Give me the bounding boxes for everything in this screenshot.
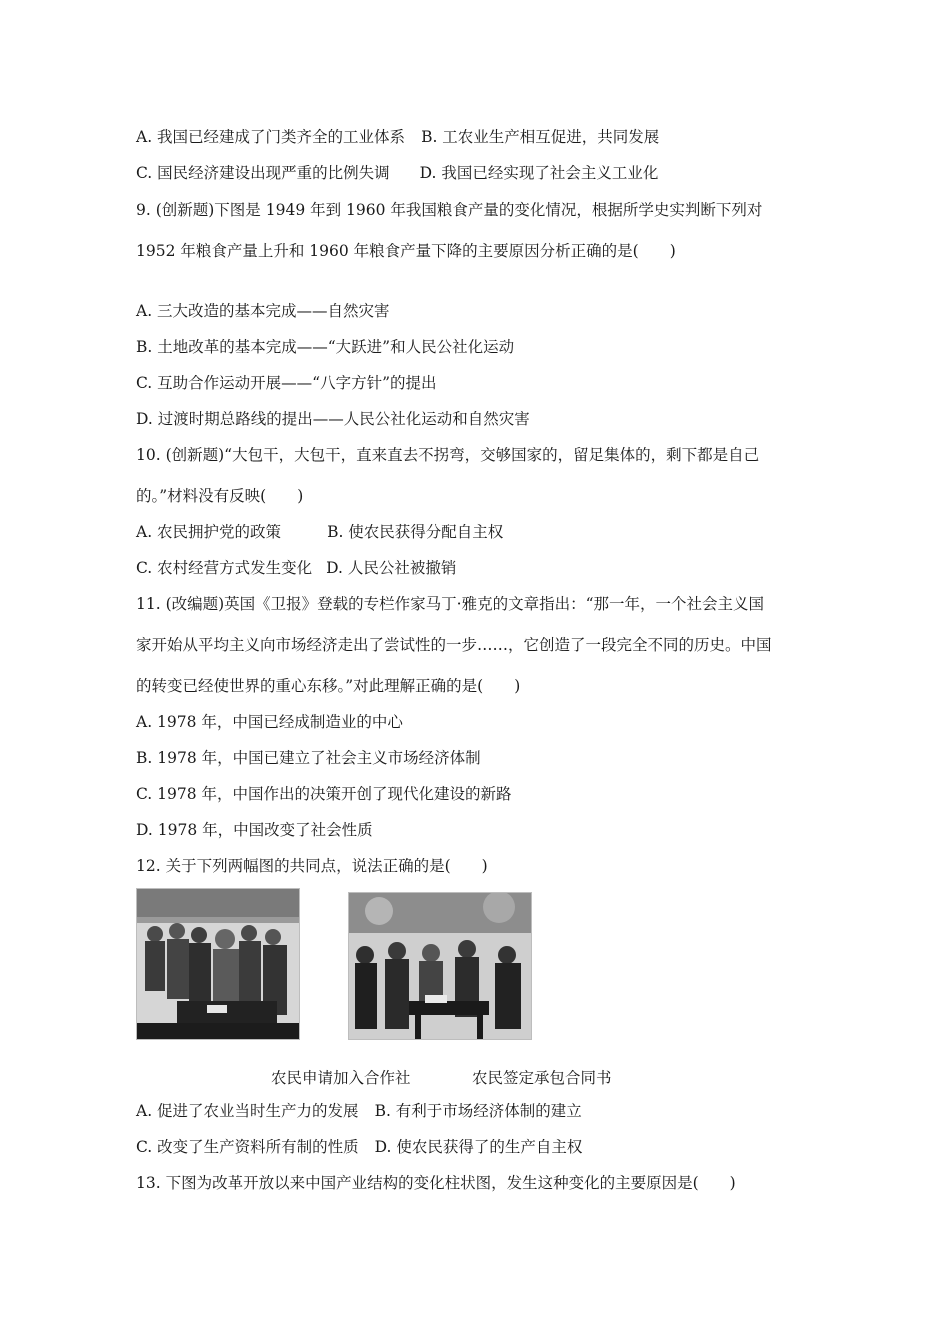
q9-stem-line1: 9. (创新题)下图是 1949 年到 1960 年我国粮食产量的变化情况，根据所学史实判断下列对: [136, 201, 763, 219]
q11-option-b: B. 1978 年，中国已建立了社会主义市场经济体制: [136, 749, 481, 767]
q10-stem-line2: 的。”材料没有反映( ): [136, 487, 304, 505]
q9-option-a: A. 三大改造的基本完成——自然灾害: [136, 302, 390, 320]
q9-option-b: B. 土地改革的基本完成——“大跃进”和人民公社化运动: [136, 338, 515, 356]
q13-stem: 13. 下图为改革开放以来中国产业结构的变化柱状图，发生这种变化的主要原因是( ): [136, 1174, 736, 1192]
q10-stem-line1: 10. (创新题)“大包干，大包干，直来直去不拐弯，交够国家的，留足集体的，剩下都是自己: [136, 446, 760, 464]
caption-contract-signing: 农民签定承包合同书: [472, 1069, 612, 1087]
q11-option-c: C. 1978 年，中国作出的决策开创了现代化建设的新路: [136, 785, 512, 803]
q8-option-b: B. 工农业生产相互促进，共同发展: [421, 128, 660, 146]
photo-cooperative-application-image: [137, 889, 299, 1039]
photo-contract-signing-image: [349, 893, 531, 1039]
q10-option-c: C. 农村经营方式发生变化: [136, 559, 313, 577]
q8-option-a: A. 我国已经建成了门类齐全的工业体系: [136, 128, 406, 146]
q8-options-cd: [136, 163, 658, 183]
q12-option-d: D. 使农民获得了的生产自主权: [374, 1138, 583, 1156]
photo-cooperative-application: [136, 888, 300, 1040]
q12-option-b: B. 有利于市场经济体制的建立: [374, 1102, 582, 1120]
q11-option-d: D. 1978 年，中国改变了社会性质: [136, 821, 373, 839]
photo-contract-signing: [348, 892, 532, 1040]
q12-option-a: A. 促进了农业当时生产力的发展: [136, 1102, 359, 1120]
q10-option-b: B. 使农民获得分配自主权: [327, 523, 504, 541]
q11-option-a: A. 1978 年，中国已经成制造业的中心: [136, 713, 403, 731]
q11-stem-line2: 家开始从平均主义向市场经济走出了尝试性的一步……，它创造了一段完全不同的历史。中国: [136, 636, 772, 654]
q10-option-d: D. 人民公社被撤销: [326, 559, 457, 577]
q8-options-ab: [136, 127, 659, 147]
q10-options-cd: [136, 558, 456, 578]
caption-cooperative-application: 农民申请加入合作社: [271, 1069, 411, 1087]
q9-option-c: C. 互助合作运动开展——“八字方针”的提出: [136, 374, 437, 392]
q10-option-a: A. 农民拥护党的政策: [136, 523, 282, 541]
q8-option-d: D. 我国已经实现了社会主义工业化: [419, 164, 659, 182]
q11-stem-line3: 的转变已经使世界的重心东移。”对此理解正确的是( ): [136, 677, 521, 695]
q12-stem: 12. 关于下列两幅图的共同点，说法正确的是( ): [136, 857, 488, 875]
q8-option-c: C. 国民经济建设出现严重的比例失调: [136, 164, 390, 182]
q12-options-ab: [136, 1101, 582, 1121]
q9-option-d: D. 过渡时期总路线的提出——人民公社化运动和自然灾害: [136, 410, 530, 428]
q12-options-cd: [136, 1137, 582, 1157]
q12-option-c: C. 改变了生产资料所有制的性质: [136, 1138, 359, 1156]
q9-stem-line2: 1952 年粮食产量上升和 1960 年粮食产量下降的主要原因分析正确的是( ): [136, 242, 676, 260]
q10-options-ab: [136, 522, 503, 542]
q11-stem-line1: 11. (改编题)英国《卫报》登载的专栏作家马丁·雅克的文章指出：“那一年，一个社会主义国: [136, 595, 765, 613]
